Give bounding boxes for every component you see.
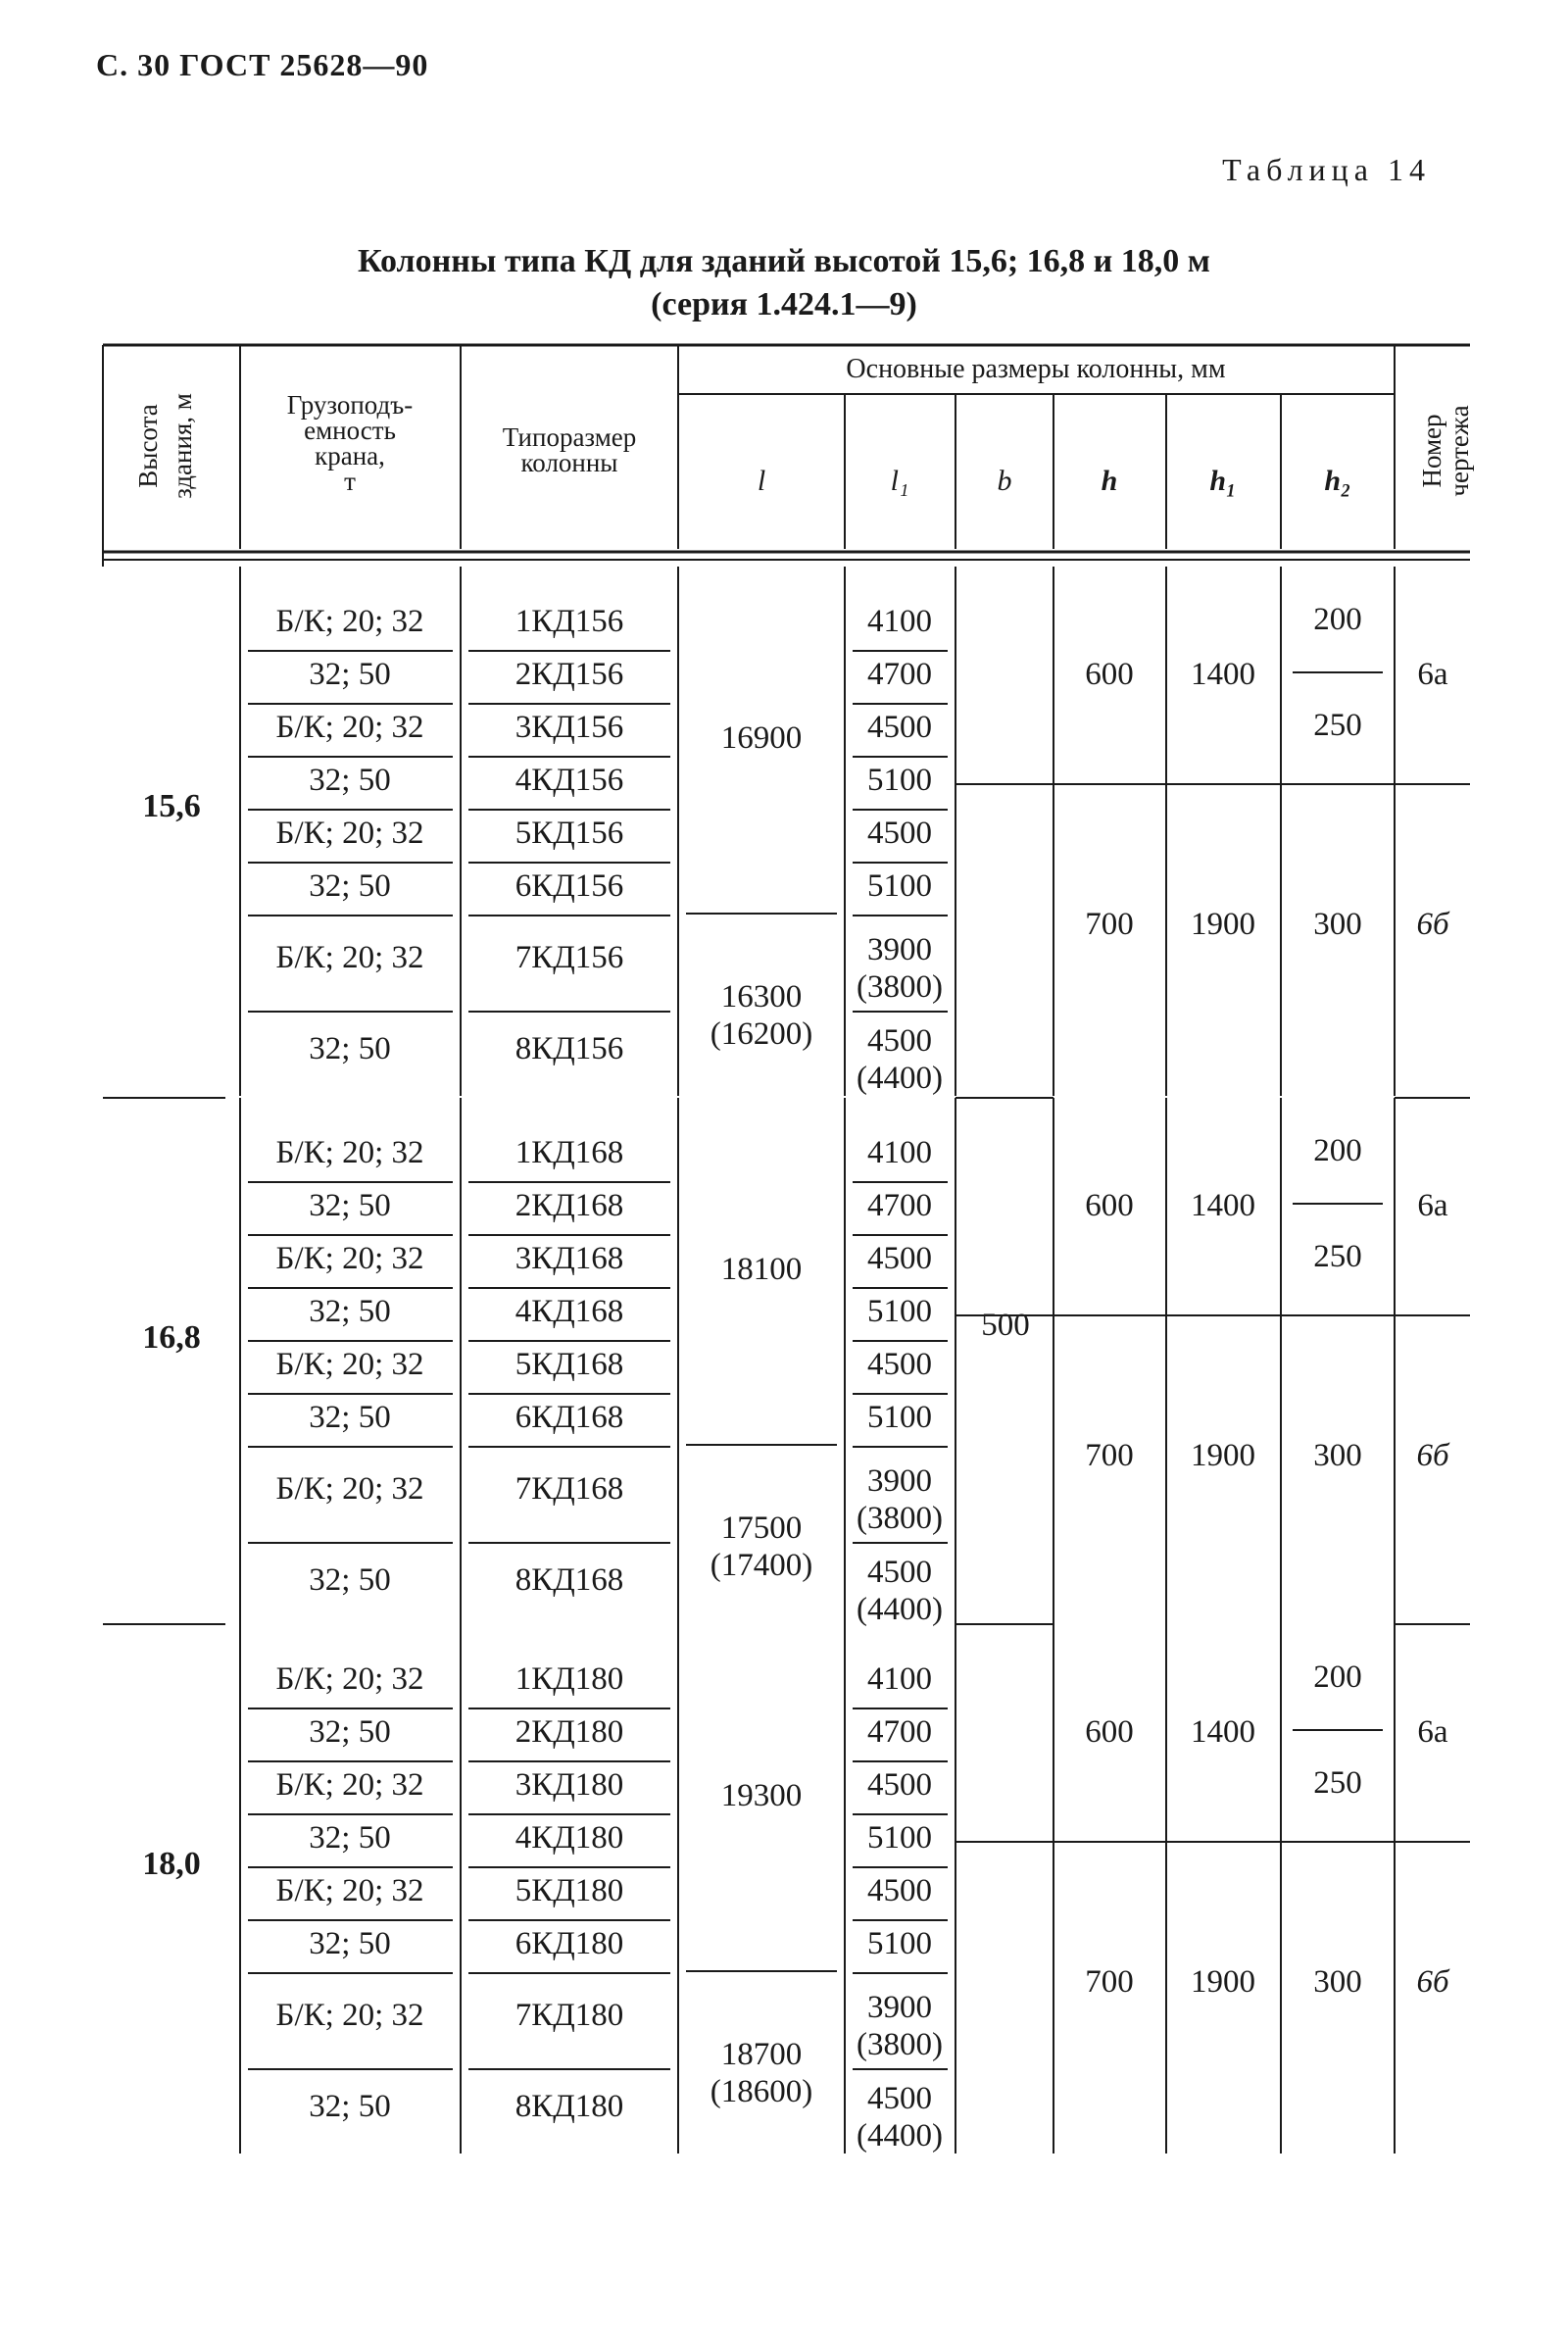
l1-cell-alt: (4400) (857, 1061, 943, 1096)
header-capacity-line: т (344, 467, 356, 496)
column-type-cell: 8КД180 (514, 2089, 624, 2124)
header-h: h (1101, 465, 1118, 497)
crane-capacity-cell: Б/К; 20; 32 (275, 1135, 424, 1170)
crane-capacity-cell: 32; 50 (309, 657, 391, 692)
h2-value-b: 300 (1313, 907, 1362, 942)
crane-capacity-cell: Б/К; 20; 32 (275, 1471, 424, 1507)
crane-capacity-cell: Б/К; 20; 32 (275, 1661, 424, 1697)
crane-capacity-cell: 32; 50 (309, 1820, 391, 1856)
h-value-a: 600 (1085, 657, 1134, 692)
column-type-cell: 3КД156 (514, 710, 624, 745)
header-h1: h₁ (1209, 465, 1237, 497)
l1-cell: 5100 (867, 763, 932, 798)
column-type-cell: 1КД168 (514, 1135, 624, 1170)
h1-value-b: 1900 (1191, 1964, 1255, 2000)
page-header: С. 30 ГОСТ 25628—90 (96, 47, 429, 82)
column-type-cell: 5КД180 (514, 1873, 624, 1908)
l1-cell: 3900 (867, 1463, 932, 1499)
drawing-number-a: 6а (1417, 657, 1448, 692)
height-value: 15,6 (142, 788, 201, 824)
l1-cell: 4500 (867, 710, 932, 745)
column-type-cell: 7КД168 (514, 1471, 624, 1507)
l1-cell: 4100 (867, 604, 932, 639)
header-capacity-line: емность (304, 416, 396, 445)
column-type-cell: 8КД156 (514, 1031, 624, 1066)
h2-value-a-top: 200 (1313, 602, 1362, 637)
h1-value-a: 1400 (1191, 1188, 1255, 1223)
height-value: 16,8 (142, 1319, 201, 1356)
column-type-cell: 3КД168 (514, 1241, 624, 1276)
l-value-a: 16900 (720, 720, 803, 756)
crane-capacity-cell: 32; 50 (309, 1031, 391, 1066)
h2-value-b: 300 (1313, 1438, 1362, 1473)
column-type-cell: 4КД180 (514, 1820, 624, 1856)
l1-cell: 4500 (867, 1767, 932, 1803)
l1-cell: 3900 (867, 1990, 932, 2025)
l-value-b: 16300 (720, 979, 803, 1015)
column-type-cell: 6КД180 (514, 1926, 624, 1961)
column-type-cell: 7КД156 (514, 940, 624, 975)
l1-cell-alt: (3800) (857, 2027, 943, 2062)
table-title: Колонны типа КД для зданий высотой 15,6; 16,8 и 18,0 м (358, 243, 1210, 279)
header-main-dims: Основные размеры колонны, мм (846, 354, 1226, 384)
l1-cell: 4500 (867, 2081, 932, 2116)
crane-capacity-cell: Б/К; 20; 32 (275, 940, 424, 975)
table-subtitle: (серия 1.424.1—9) (651, 286, 917, 322)
table-label: Таблица 14 (1222, 152, 1431, 187)
column-type-cell: 2КД168 (514, 1188, 624, 1223)
l1-cell: 5100 (867, 868, 932, 904)
header-h2: h₂ (1324, 465, 1351, 497)
l1-cell: 4500 (867, 1555, 932, 1590)
l-value-b: 18700 (720, 2037, 803, 2072)
crane-capacity-cell: 32; 50 (309, 1188, 391, 1223)
header-capacity-line: Грузоподъ- (286, 390, 414, 420)
header-drawing-line2: чертежа (1445, 405, 1474, 497)
crane-capacity-cell: Б/К; 20; 32 (275, 604, 424, 639)
crane-capacity-cell: 32; 50 (309, 1400, 391, 1435)
header-height-line2: здания, м (168, 393, 197, 499)
l1-cell: 4500 (867, 1023, 932, 1059)
crane-capacity-cell: 32; 50 (309, 868, 391, 904)
header-drawing-line1: Номер (1417, 414, 1446, 488)
h1-value-b: 1900 (1191, 907, 1255, 942)
crane-capacity-cell: Б/К; 20; 32 (275, 1767, 424, 1803)
header-b: b (997, 465, 1012, 497)
l-value-a: 19300 (720, 1778, 803, 1813)
h1-value-b: 1900 (1191, 1438, 1255, 1473)
header-capacity-line: крана, (315, 441, 385, 470)
l1-cell: 4100 (867, 1135, 932, 1170)
header-l1: l₁ (890, 465, 909, 497)
h2-value-a-top: 200 (1313, 1659, 1362, 1695)
drawing-number-b: 6б (1416, 907, 1449, 942)
h-value-b: 700 (1085, 1438, 1134, 1473)
l1-cell: 4500 (867, 1347, 932, 1382)
l-value-b-alt: (17400) (710, 1548, 813, 1583)
h2-value-a-bottom: 250 (1313, 708, 1362, 743)
h1-value-a: 1400 (1191, 657, 1255, 692)
l1-cell-alt: (3800) (857, 1501, 943, 1536)
crane-capacity-cell: Б/К; 20; 32 (275, 710, 424, 745)
column-type-cell: 1КД156 (514, 604, 624, 639)
crane-capacity-cell: Б/К; 20; 32 (275, 816, 424, 851)
l-value-b-alt: (18600) (710, 2074, 813, 2109)
l-value-a: 18100 (720, 1252, 803, 1287)
crane-capacity-cell: Б/К; 20; 32 (275, 1873, 424, 1908)
crane-capacity-cell: Б/К; 20; 32 (275, 1347, 424, 1382)
h2-value-b: 300 (1313, 1964, 1362, 2000)
column-type-cell: 3КД180 (514, 1767, 624, 1803)
l1-cell: 5100 (867, 1926, 932, 1961)
crane-capacity-cell: 32; 50 (309, 1926, 391, 1961)
column-type-cell: 7КД180 (514, 1998, 624, 2033)
column-type-cell: 1КД180 (514, 1661, 624, 1697)
crane-capacity-cell: 32; 50 (309, 2089, 391, 2124)
l1-cell: 5100 (867, 1294, 932, 1329)
crane-capacity-cell: Б/К; 20; 32 (275, 1241, 424, 1276)
column-type-cell: 6КД168 (514, 1400, 624, 1435)
column-type-cell: 5КД168 (514, 1347, 624, 1382)
drawing-number-b: 6б (1416, 1964, 1449, 2000)
l1-cell: 4700 (867, 657, 932, 692)
crane-capacity-cell: 32; 50 (309, 1294, 391, 1329)
column-type-cell: 2КД156 (514, 657, 624, 692)
drawing-number-a: 6а (1417, 1714, 1448, 1750)
h-value-b: 700 (1085, 907, 1134, 942)
column-type-cell: 4КД168 (514, 1294, 624, 1329)
column-type-cell: 2КД180 (514, 1714, 624, 1750)
l1-cell: 4700 (867, 1188, 932, 1223)
header-height-line1: Высота (133, 404, 163, 488)
crane-capacity-cell: 32; 50 (309, 763, 391, 798)
l-value-b-alt: (16200) (710, 1016, 813, 1052)
h2-value-a-top: 200 (1313, 1133, 1362, 1168)
h-value-b: 700 (1085, 1964, 1134, 2000)
crane-capacity-cell: 32; 50 (309, 1562, 391, 1598)
h-value-a: 600 (1085, 1714, 1134, 1750)
l1-cell: 4100 (867, 1661, 932, 1697)
header-type-line: колонны (520, 448, 618, 477)
l1-cell: 3900 (867, 932, 932, 967)
l1-cell: 5100 (867, 1400, 932, 1435)
crane-capacity-cell: 32; 50 (309, 1714, 391, 1750)
crane-capacity-cell: Б/К; 20; 32 (275, 1998, 424, 2033)
l1-cell-alt: (4400) (857, 2118, 943, 2154)
l-value-b: 17500 (720, 1510, 803, 1546)
drawing-number-a: 6а (1417, 1188, 1448, 1223)
b-value: 500 (981, 1308, 1030, 1343)
column-type-cell: 5КД156 (514, 816, 624, 851)
column-type-cell: 4КД156 (514, 763, 624, 798)
column-type-cell: 6КД156 (514, 868, 624, 904)
header-l: l (757, 465, 766, 497)
h-value-a: 600 (1085, 1188, 1134, 1223)
l1-cell: 5100 (867, 1820, 932, 1856)
h2-value-a-bottom: 250 (1313, 1239, 1362, 1274)
l1-cell: 4700 (867, 1714, 932, 1750)
l1-cell: 4500 (867, 1241, 932, 1276)
l1-cell: 4500 (867, 1873, 932, 1908)
l1-cell: 4500 (867, 816, 932, 851)
height-value: 18,0 (142, 1846, 201, 1882)
h1-value-a: 1400 (1191, 1714, 1255, 1750)
header-type-line: Типоразмер (502, 422, 637, 452)
l1-cell-alt: (4400) (857, 1592, 943, 1627)
drawing-number-b: 6б (1416, 1438, 1449, 1473)
column-type-cell: 8КД168 (514, 1562, 624, 1598)
h2-value-a-bottom: 250 (1313, 1765, 1362, 1801)
l1-cell-alt: (3800) (857, 969, 943, 1005)
